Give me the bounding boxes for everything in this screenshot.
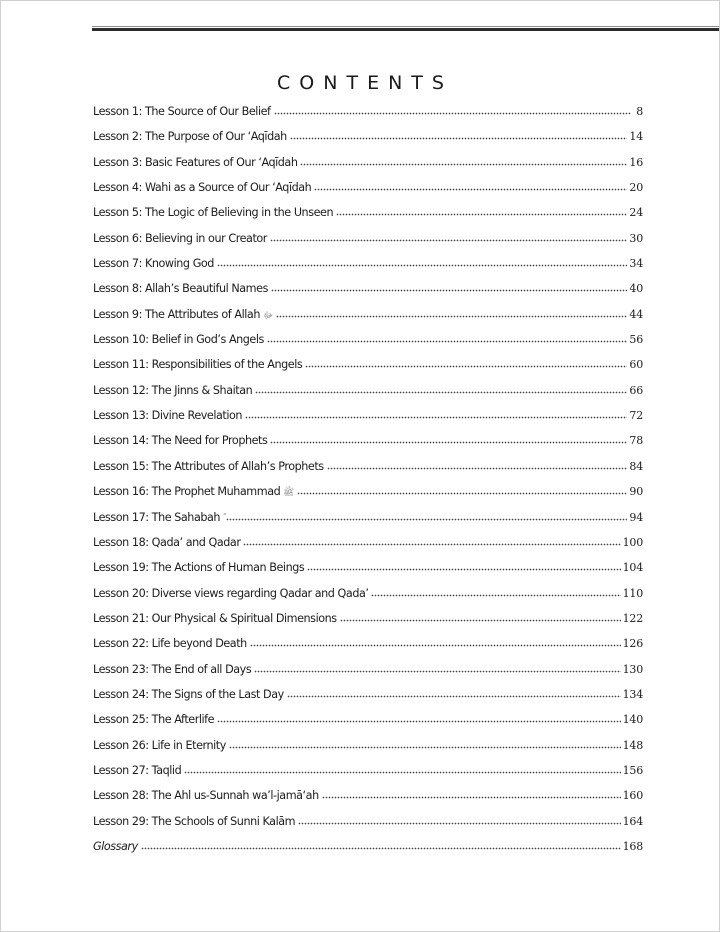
dot-leader xyxy=(371,587,620,597)
dot-leader xyxy=(287,688,621,698)
toc-entry-page-number: 104 xyxy=(622,561,643,575)
toc-entry-title xyxy=(93,789,319,802)
table-of-contents xyxy=(93,105,643,865)
dot-leader xyxy=(254,663,620,673)
toc-entry-page-number: 60 xyxy=(629,358,643,372)
dot-leader xyxy=(226,511,627,521)
toc-entry-title-text: Lesson 12: The Jinns & Shaitan xyxy=(93,383,253,397)
dot-leader xyxy=(314,181,627,191)
dot-leader xyxy=(270,434,627,444)
toc-entry-page-number: 20 xyxy=(629,181,643,195)
toc-entry-title-text: Lesson 29: The Schools of Sunni Kalām xyxy=(93,814,296,828)
toc-entry-page-number: 44 xyxy=(629,307,643,321)
toc-entry-page-number: 100 xyxy=(622,535,643,549)
toc-entry-title xyxy=(93,460,324,473)
toc-entry[interactable] xyxy=(93,105,643,130)
dot-leader xyxy=(298,815,620,825)
toc-entry[interactable] xyxy=(93,181,643,206)
toc-entry-title xyxy=(93,358,302,371)
toc-entry-page-number: 122 xyxy=(622,611,643,625)
toc-entry-title-text: Lesson 9: The Attributes of Allah xyxy=(93,307,260,321)
header-rule xyxy=(92,26,719,31)
toc-entry[interactable] xyxy=(93,688,643,713)
honorific-calligraphy-icon: ﷺ xyxy=(283,488,295,499)
dot-leader xyxy=(322,789,621,799)
toc-entry[interactable] xyxy=(93,612,643,637)
toc-entry[interactable] xyxy=(93,460,643,485)
toc-entry-page-number: 16 xyxy=(629,155,643,169)
toc-entry-page-number: 40 xyxy=(629,282,643,296)
dot-leader xyxy=(255,384,627,394)
toc-entry-title-text: Lesson 5: The Logic of Believing in the Unseen xyxy=(93,206,334,220)
toc-entry-page-number: 164 xyxy=(622,814,643,828)
toc-entry[interactable] xyxy=(93,206,643,231)
toc-entry[interactable] xyxy=(93,587,643,612)
toc-entry-title xyxy=(93,409,242,422)
toc-entry[interactable] xyxy=(93,536,643,561)
toc-entry-title-text: Lesson 27: Taqlid xyxy=(93,763,182,777)
dot-leader xyxy=(300,156,627,166)
dot-leader xyxy=(336,206,627,216)
dot-leader xyxy=(245,409,627,419)
toc-entry-title-text: Lesson 4: Wahi as a Source of Our ‘Aqīdah xyxy=(93,181,312,195)
toc-entry-title xyxy=(93,105,271,118)
toc-entry-title-text: Lesson 23: The End of all Days xyxy=(93,662,252,676)
toc-entry-title xyxy=(93,840,138,853)
dot-leader xyxy=(141,840,621,850)
toc-entry-title-text: Lesson 13: Divine Revelation xyxy=(93,409,243,423)
toc-entry[interactable] xyxy=(93,764,643,789)
dot-leader xyxy=(271,282,627,292)
toc-entry-page-number: 148 xyxy=(622,738,643,752)
toc-entry-title xyxy=(93,206,333,219)
toc-entry-title-text: Lesson 6: Believing in our Creator xyxy=(93,231,267,245)
toc-entry-page-number: 110 xyxy=(622,586,643,600)
toc-entry[interactable] xyxy=(93,840,643,865)
toc-entry-title-text: Lesson 15: The Attributes of Allah’s Prophets xyxy=(93,459,324,473)
toc-entry[interactable] xyxy=(93,232,643,257)
dot-leader xyxy=(297,485,627,495)
toc-entry-page-number: 90 xyxy=(629,485,643,499)
toc-entry[interactable] xyxy=(93,739,643,764)
toc-entry-title-text: Lesson 1: The Source of Our Belief xyxy=(93,105,271,118)
toc-entry-page-number: 24 xyxy=(629,206,643,220)
toc-entry-title-text: Lesson 8: Allah’s Beautiful Names xyxy=(93,282,268,296)
dot-leader xyxy=(217,713,620,723)
dot-leader xyxy=(270,232,627,242)
toc-entry[interactable] xyxy=(93,409,643,434)
toc-entry-page-number: 14 xyxy=(629,130,643,144)
toc-entry-page-number: 78 xyxy=(629,434,643,448)
toc-entry-title xyxy=(93,612,337,625)
honorific-calligraphy-icon: ﷻ xyxy=(262,310,274,321)
toc-entry-page-number: 84 xyxy=(629,459,643,473)
toc-entry-title-text: Lesson 24: The Signs of the Last Day xyxy=(93,687,284,701)
toc-entry-title-text: Lesson 19: The Actions of Human Beings xyxy=(93,561,305,575)
toc-entry-title-text: Lesson 16: The Prophet Muhammad xyxy=(93,485,281,499)
toc-entry[interactable] xyxy=(93,308,643,333)
header-rule-thick xyxy=(92,28,719,31)
toc-entry-title xyxy=(93,587,368,600)
dot-leader xyxy=(340,612,621,622)
toc-entry-title-text: Lesson 26: Life in Eternity xyxy=(93,738,226,752)
dot-leader xyxy=(250,637,621,647)
toc-entry-page-number: 34 xyxy=(629,257,643,271)
toc-entry-title-text: Lesson 22: Life beyond Death xyxy=(93,637,247,651)
toc-entry-title xyxy=(93,815,295,828)
toc-entry[interactable] xyxy=(93,789,643,814)
toc-entry-title-text: Lesson 21: Our Physical & Spiritual Dimensions xyxy=(93,611,337,625)
toc-entry[interactable] xyxy=(93,282,643,307)
toc-entry-page-number: 30 xyxy=(629,231,643,245)
toc-entry-page-number: 168 xyxy=(622,839,643,853)
toc-entry-title-text: Lesson 20: Diverse views regarding Qadar and Qada’ xyxy=(93,586,369,600)
dot-leader xyxy=(217,257,627,267)
toc-entry-title xyxy=(93,384,252,397)
toc-entry-title-text: Lesson 17: The Sahabah xyxy=(93,510,221,524)
toc-entry-title xyxy=(93,156,297,169)
toc-entry-page-number: 156 xyxy=(622,763,643,777)
toc-entry-page-number: 8 xyxy=(636,105,643,118)
toc-entry-page-number: 66 xyxy=(629,383,643,397)
toc-entry[interactable] xyxy=(93,358,643,383)
toc-entry-page-number: 72 xyxy=(629,409,643,423)
toc-entry-title-text: Lesson 7: Knowing God xyxy=(93,257,214,271)
toc-entry-page-number: 130 xyxy=(622,662,643,676)
toc-entry-title xyxy=(93,764,181,777)
toc-entry-page-number: 56 xyxy=(629,333,643,347)
toc-entry-title xyxy=(93,561,304,574)
toc-entry-title-text: Lesson 25: The Afterlife xyxy=(93,713,215,727)
toc-entry-title-text: Lesson 28: The Ahl us-Sunnah wa’l-jamā‘ah xyxy=(93,789,319,803)
toc-entry[interactable] xyxy=(93,156,643,181)
toc-entry-page-number: 94 xyxy=(629,510,643,524)
toc-entry-page-number: 126 xyxy=(622,637,643,651)
dot-leader xyxy=(305,358,627,368)
toc-entry[interactable] xyxy=(93,434,643,459)
toc-entry-title xyxy=(93,688,284,701)
toc-entry[interactable] xyxy=(93,257,643,282)
toc-entry-title xyxy=(93,333,264,346)
dot-leader xyxy=(327,460,628,470)
toc-entry-title xyxy=(93,232,267,245)
dot-leader xyxy=(229,739,621,749)
toc-entry[interactable] xyxy=(93,637,643,662)
toc-entry-page-number: 134 xyxy=(622,687,643,701)
toc-entry-title xyxy=(93,257,214,270)
toc-entry[interactable] xyxy=(93,485,643,510)
toc-entry-title xyxy=(93,511,223,524)
toc-entry-title xyxy=(93,282,268,295)
toc-entry-title-text: Lesson 3: Basic Features of Our ‘Aqīdah xyxy=(93,155,298,169)
toc-entry-title xyxy=(93,130,287,143)
toc-entry-title-text: Lesson 14: The Need for Prophets xyxy=(93,434,268,448)
toc-entry[interactable] xyxy=(93,511,643,536)
toc-entry-title xyxy=(93,308,273,323)
toc-entry[interactable] xyxy=(93,384,643,409)
toc-entry-title-text: Lesson 2: The Purpose of Our ‘Aqīdah xyxy=(93,130,287,144)
toc-entry-page-number: 140 xyxy=(622,713,643,727)
toc-entry-title xyxy=(93,663,251,676)
toc-entry-title-text: Lesson 11: Responsibilities of the Angels xyxy=(93,358,303,372)
dot-leader xyxy=(184,764,620,774)
toc-entry[interactable] xyxy=(93,815,643,840)
toc-entry[interactable] xyxy=(93,663,643,688)
page-title: CONTENTS xyxy=(277,71,453,94)
toc-entry-title-text: Lesson 18: Qada’ and Qadar xyxy=(93,535,241,549)
header-rule-thin xyxy=(92,26,719,27)
toc-entry-title xyxy=(93,434,267,447)
dot-leader xyxy=(267,333,627,343)
toc-entry-title xyxy=(93,637,247,650)
dot-leader xyxy=(307,561,620,571)
toc-entry[interactable] xyxy=(93,713,643,738)
toc-entry[interactable] xyxy=(93,333,643,358)
toc-entry-page-number: 160 xyxy=(622,789,643,803)
toc-entry-title xyxy=(93,181,311,194)
toc-entry[interactable] xyxy=(93,561,643,586)
toc-entry-title-text: Glossary xyxy=(93,839,138,853)
dot-leader xyxy=(290,130,628,140)
dot-leader xyxy=(274,105,631,115)
toc-entry-title xyxy=(93,485,294,500)
toc-entry[interactable] xyxy=(93,130,643,155)
toc-entry-title xyxy=(93,536,240,549)
dot-leader xyxy=(276,308,627,318)
toc-entry-title xyxy=(93,739,226,752)
dot-leader xyxy=(243,536,620,546)
toc-entry-title-text: Lesson 10: Belief in God’s Angels xyxy=(93,333,264,347)
toc-entry-title xyxy=(93,713,214,726)
